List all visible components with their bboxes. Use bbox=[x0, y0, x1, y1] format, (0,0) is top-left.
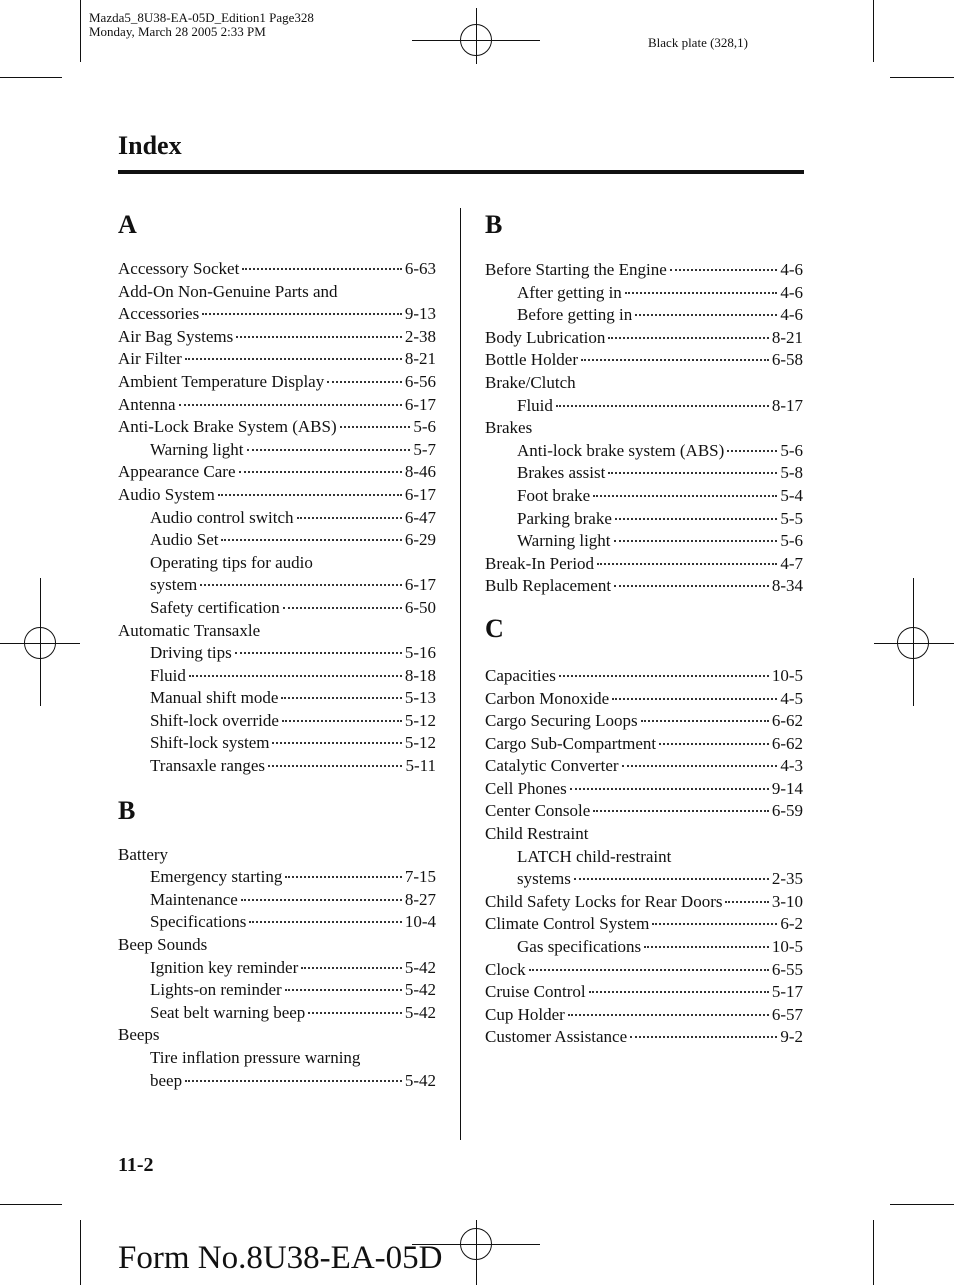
dot-leader bbox=[301, 966, 402, 969]
dot-leader bbox=[249, 920, 402, 923]
entry-page-ref: 5-6 bbox=[780, 531, 803, 551]
dot-leader bbox=[200, 583, 402, 586]
entry-term: Lights-on reminder bbox=[150, 980, 282, 1000]
entry-term: Center Console bbox=[485, 801, 591, 821]
index-entry-list bbox=[118, 258, 436, 778]
entry-term: Brakes assist bbox=[517, 463, 606, 483]
entry-page-ref: 6-17 bbox=[404, 394, 436, 414]
registration-mark-circle bbox=[897, 627, 929, 659]
index-entry bbox=[485, 959, 803, 982]
index-entry bbox=[485, 575, 803, 598]
dot-leader bbox=[574, 877, 769, 880]
dot-leader bbox=[670, 268, 778, 271]
index-entry bbox=[485, 778, 803, 801]
entry-page-ref: 5-8 bbox=[780, 463, 803, 483]
entry-page-ref: 6-50 bbox=[404, 597, 436, 617]
entry-term: Audio System bbox=[118, 484, 215, 504]
dot-leader bbox=[581, 358, 769, 361]
dot-leader bbox=[725, 900, 768, 903]
registration-mark-circle bbox=[460, 1228, 492, 1260]
index-entry bbox=[485, 710, 803, 733]
entry-term: Bottle Holder bbox=[485, 350, 579, 370]
index-entry bbox=[485, 372, 803, 395]
dot-leader bbox=[614, 584, 769, 587]
entry-page-ref: 10-4 bbox=[404, 912, 436, 932]
entry-page-ref: 5-12 bbox=[404, 733, 436, 753]
entry-term: Tire inflation pressure warning bbox=[150, 1048, 361, 1067]
index-subentry bbox=[118, 1070, 436, 1093]
index-entry bbox=[118, 394, 436, 417]
entry-term: Bulb Replacement bbox=[485, 576, 612, 596]
index-entry bbox=[118, 281, 436, 304]
entry-term: Customer Assistance bbox=[485, 1027, 628, 1047]
entry-page-ref: 8-27 bbox=[404, 889, 436, 909]
index-entry bbox=[485, 800, 803, 823]
dot-leader bbox=[282, 719, 402, 722]
entry-term: Cell Phones bbox=[485, 778, 567, 798]
entry-term: Ignition key reminder bbox=[150, 957, 299, 977]
index-subentry bbox=[118, 507, 436, 530]
index-entry bbox=[485, 417, 803, 440]
entry-page-ref: 8-21 bbox=[771, 327, 803, 347]
entry-page-ref: 6-58 bbox=[771, 350, 803, 370]
entry-page-ref: 8-18 bbox=[404, 665, 436, 685]
entry-page-ref: 6-29 bbox=[404, 530, 436, 550]
entry-page-ref: 4-6 bbox=[780, 260, 803, 279]
dot-leader bbox=[559, 674, 769, 677]
index-entry bbox=[485, 1026, 803, 1049]
dot-leader bbox=[608, 471, 777, 474]
entry-page-ref: 5-4 bbox=[780, 485, 803, 505]
dot-leader bbox=[608, 336, 768, 339]
crop-mark bbox=[0, 1204, 62, 1205]
index-subentry bbox=[118, 911, 436, 934]
index-subentry bbox=[485, 508, 803, 531]
dot-leader bbox=[529, 968, 769, 971]
index-entry bbox=[118, 258, 436, 281]
entry-page-ref: 3-10 bbox=[771, 891, 803, 911]
dot-leader bbox=[593, 494, 777, 497]
index-entry bbox=[485, 755, 803, 778]
index-entry bbox=[485, 327, 803, 350]
entry-page-ref: 8-21 bbox=[404, 349, 436, 369]
print-job-line: Mazda5_8U38-EA-05D_Edition1 Page328 bbox=[89, 10, 314, 25]
index-subentry bbox=[118, 439, 436, 462]
entry-term: Brake/Clutch bbox=[485, 372, 576, 392]
entry-page-ref: 4-6 bbox=[780, 305, 803, 325]
dot-leader bbox=[589, 990, 769, 993]
entry-page-ref: 5-13 bbox=[404, 688, 436, 708]
index-entry bbox=[118, 326, 436, 349]
entry-page-ref: 6-57 bbox=[771, 1004, 803, 1024]
entry-page-ref: 8-17 bbox=[771, 395, 803, 415]
entry-term: Air Bag Systems bbox=[118, 326, 234, 346]
entry-page-ref: 6-2 bbox=[780, 914, 803, 934]
index-entry bbox=[485, 891, 803, 914]
entry-page-ref: 6-47 bbox=[404, 507, 436, 527]
index-entry bbox=[118, 484, 436, 507]
crop-mark bbox=[890, 1204, 954, 1205]
entry-term: Foot brake bbox=[517, 485, 591, 505]
registration-mark-circle bbox=[24, 627, 56, 659]
form-number: Form No.8U38-EA-05D bbox=[118, 1240, 443, 1276]
dot-leader bbox=[268, 764, 402, 767]
entry-term: Maintenance bbox=[150, 889, 238, 909]
entry-term: Appearance Care bbox=[118, 462, 236, 482]
index-subentry bbox=[485, 395, 803, 418]
entry-page-ref: 2-38 bbox=[404, 326, 436, 346]
index-subentry bbox=[485, 846, 803, 869]
index-entry bbox=[485, 688, 803, 711]
index-subentry bbox=[118, 957, 436, 980]
entry-term: Warning light bbox=[517, 531, 611, 551]
entry-term: systems bbox=[517, 869, 571, 889]
dot-leader bbox=[659, 742, 769, 745]
entry-term: Safety certification bbox=[150, 597, 280, 617]
index-subentry bbox=[118, 1002, 436, 1025]
index-section bbox=[118, 796, 436, 1093]
dot-leader bbox=[615, 517, 777, 520]
index-subentry bbox=[485, 304, 803, 327]
dot-leader bbox=[622, 764, 778, 767]
plate-label: Black plate (328,1) bbox=[648, 35, 748, 50]
index-left-column bbox=[118, 210, 436, 1092]
dot-leader bbox=[272, 741, 401, 744]
index-entry-list bbox=[485, 259, 803, 598]
dot-leader bbox=[221, 538, 401, 541]
dot-leader bbox=[236, 335, 402, 338]
dot-leader bbox=[593, 809, 769, 812]
dot-leader bbox=[218, 493, 402, 496]
entry-page-ref: 5-6 bbox=[413, 417, 436, 437]
entry-term: Before Starting the Engine bbox=[485, 260, 667, 279]
entry-term: Cruise Control bbox=[485, 982, 586, 1002]
index-subentry bbox=[485, 868, 803, 891]
dot-leader bbox=[641, 719, 769, 722]
entry-term: Before getting in bbox=[517, 305, 633, 325]
dot-leader bbox=[614, 539, 778, 542]
index-right-column bbox=[485, 210, 803, 1049]
entry-page-ref: 6-62 bbox=[771, 733, 803, 753]
dot-leader bbox=[285, 875, 401, 878]
index-section bbox=[118, 210, 436, 778]
entry-page-ref: 5-16 bbox=[404, 643, 436, 663]
dot-leader bbox=[202, 312, 402, 315]
entry-page-ref: 5-12 bbox=[404, 710, 436, 730]
index-section bbox=[485, 614, 803, 1049]
entry-page-ref: 5-42 bbox=[404, 957, 436, 977]
index-entry bbox=[118, 371, 436, 394]
entry-term: Gas specifications bbox=[517, 937, 642, 957]
entry-term: Audio Set bbox=[150, 530, 219, 550]
entry-term: Operating tips for audio bbox=[150, 552, 313, 572]
section-letter: B bbox=[485, 210, 503, 239]
entry-page-ref: 6-17 bbox=[404, 484, 436, 504]
dot-leader bbox=[239, 470, 402, 473]
registration-mark-circle bbox=[460, 24, 492, 56]
index-entry bbox=[485, 913, 803, 936]
index-entry bbox=[485, 665, 803, 688]
dot-leader bbox=[635, 313, 777, 316]
dot-leader bbox=[652, 922, 777, 925]
index-subentry bbox=[118, 710, 436, 733]
entry-term: Air Filter bbox=[118, 349, 182, 369]
index-entry bbox=[485, 981, 803, 1004]
index-entry bbox=[485, 733, 803, 756]
entry-term: Anti-Lock Brake System (ABS) bbox=[118, 417, 337, 437]
index-subentry bbox=[485, 282, 803, 305]
dot-leader bbox=[241, 898, 402, 901]
entry-page-ref: 5-42 bbox=[404, 1070, 436, 1090]
index-subentry bbox=[118, 979, 436, 1002]
index-entry bbox=[118, 348, 436, 371]
entry-term: Manual shift mode bbox=[150, 688, 279, 708]
column-divider bbox=[460, 208, 461, 1140]
entry-term: Cup Holder bbox=[485, 1004, 565, 1024]
entry-page-ref: 10-5 bbox=[771, 937, 803, 957]
index-entry bbox=[485, 349, 803, 372]
entry-term: Transaxle ranges bbox=[150, 756, 266, 776]
index-subentry bbox=[485, 530, 803, 553]
dot-leader bbox=[630, 1035, 777, 1038]
entry-page-ref: 5-42 bbox=[404, 1002, 436, 1022]
dot-leader bbox=[556, 404, 769, 407]
entry-term: Driving tips bbox=[150, 643, 232, 663]
entry-page-ref: 6-56 bbox=[404, 371, 436, 391]
entry-term: Emergency starting bbox=[150, 867, 283, 887]
entry-term: Specifications bbox=[150, 912, 247, 932]
index-subentry bbox=[485, 440, 803, 463]
entry-term: Audio control switch bbox=[150, 507, 294, 527]
index-entry-list bbox=[485, 665, 803, 1049]
entry-page-ref: 5-42 bbox=[404, 980, 436, 1000]
index-section bbox=[485, 210, 803, 598]
entry-term: Seat belt warning beep bbox=[150, 1002, 306, 1022]
index-entry bbox=[118, 620, 436, 643]
index-subentry bbox=[118, 552, 436, 575]
entry-term: Climate Control System bbox=[485, 914, 650, 934]
dot-leader bbox=[247, 448, 411, 451]
entry-page-ref: 6-17 bbox=[404, 575, 436, 595]
entry-term: Fluid bbox=[150, 665, 186, 685]
dot-leader bbox=[327, 380, 402, 383]
section-letter: A bbox=[118, 210, 137, 239]
index-subentry bbox=[118, 574, 436, 597]
entry-term: Beeps bbox=[118, 1025, 160, 1045]
dot-leader bbox=[283, 606, 402, 609]
dot-leader bbox=[597, 562, 777, 565]
dot-leader bbox=[625, 291, 778, 294]
page-number: 11-2 bbox=[118, 1154, 154, 1176]
index-entry bbox=[118, 416, 436, 439]
dot-leader bbox=[644, 945, 769, 948]
entry-page-ref: 4-3 bbox=[780, 756, 803, 776]
entry-page-ref: 5-11 bbox=[405, 756, 436, 776]
dot-leader bbox=[242, 267, 402, 270]
entry-page-ref: 9-13 bbox=[404, 304, 436, 324]
dot-leader bbox=[285, 988, 402, 991]
index-subentry bbox=[118, 687, 436, 710]
index-entry-list bbox=[118, 844, 436, 1093]
index-subentry bbox=[118, 665, 436, 688]
dot-leader bbox=[189, 674, 402, 677]
dot-leader bbox=[281, 696, 401, 699]
crop-mark bbox=[873, 1220, 874, 1285]
entry-page-ref: 6-59 bbox=[771, 801, 803, 821]
dot-leader bbox=[185, 357, 402, 360]
entry-term: Shift-lock system bbox=[150, 733, 270, 753]
index-entry bbox=[485, 259, 803, 282]
crop-mark bbox=[890, 77, 954, 78]
entry-term: Battery bbox=[118, 844, 169, 864]
entry-term: Cargo Sub-Compartment bbox=[485, 733, 657, 753]
entry-term: Shift-lock override bbox=[150, 710, 279, 730]
entry-term: Fluid bbox=[517, 395, 553, 415]
section-letter: B bbox=[118, 795, 136, 825]
entry-page-ref: 4-7 bbox=[780, 553, 803, 573]
section-letter: C bbox=[485, 613, 504, 643]
print-date-line: Monday, March 28 2005 2:33 PM bbox=[89, 24, 266, 39]
entry-term: Parking brake bbox=[517, 508, 612, 528]
dot-leader bbox=[612, 697, 777, 700]
entry-page-ref: 5-7 bbox=[413, 439, 436, 459]
entry-page-ref: 6-62 bbox=[771, 711, 803, 731]
entry-term: Ambient Temperature Display bbox=[118, 371, 325, 391]
index-entry bbox=[118, 934, 436, 957]
index-entry bbox=[485, 823, 803, 846]
entry-term: Body Lubrication bbox=[485, 327, 606, 347]
entry-page-ref: 8-34 bbox=[771, 576, 803, 596]
entry-page-ref: 8-46 bbox=[404, 462, 436, 482]
crop-mark bbox=[80, 0, 81, 62]
entry-term: Cargo Securing Loops bbox=[485, 711, 638, 731]
entry-page-ref: 2-35 bbox=[771, 869, 803, 889]
entry-term: Anti-lock brake system (ABS) bbox=[517, 440, 725, 460]
dot-leader bbox=[727, 449, 777, 452]
entry-page-ref: 7-15 bbox=[404, 867, 436, 887]
entry-page-ref: 4-5 bbox=[780, 688, 803, 708]
crop-mark bbox=[0, 77, 62, 78]
index-entry bbox=[118, 461, 436, 484]
entry-page-ref: 4-6 bbox=[780, 282, 803, 302]
entry-term: Accessories bbox=[118, 304, 200, 324]
entry-page-ref: 5-17 bbox=[771, 982, 803, 1002]
entry-term: LATCH child-restraint bbox=[517, 846, 672, 866]
entry-term: Accessory Socket bbox=[118, 259, 240, 278]
entry-page-ref: 6-55 bbox=[771, 959, 803, 979]
index-entry bbox=[485, 1004, 803, 1027]
page-title: Index bbox=[118, 131, 182, 160]
index-subentry bbox=[118, 755, 436, 778]
entry-term: beep bbox=[150, 1070, 183, 1090]
crop-mark bbox=[80, 1220, 81, 1285]
entry-term: Break-In Period bbox=[485, 553, 595, 573]
index-entry bbox=[485, 553, 803, 576]
entry-term: Child Restraint bbox=[485, 824, 589, 844]
dot-leader bbox=[297, 516, 402, 519]
entry-term: Beep Sounds bbox=[118, 935, 208, 955]
dot-leader bbox=[568, 1013, 769, 1016]
entry-term: Automatic Transaxle bbox=[118, 620, 261, 640]
dot-leader bbox=[179, 403, 402, 406]
entry-term: After getting in bbox=[517, 282, 622, 302]
index-subentry bbox=[118, 597, 436, 620]
index-subentry bbox=[485, 936, 803, 959]
index-subentry bbox=[118, 889, 436, 912]
index-subentry bbox=[485, 485, 803, 508]
entry-term: Add-On Non-Genuine Parts and bbox=[118, 281, 338, 301]
index-subentry bbox=[118, 529, 436, 552]
crop-mark bbox=[873, 0, 874, 62]
entry-term: Warning light bbox=[150, 439, 244, 459]
dot-leader bbox=[308, 1011, 402, 1014]
dot-leader bbox=[185, 1079, 402, 1082]
index-subentry bbox=[118, 866, 436, 889]
index-entry bbox=[118, 844, 436, 867]
index-subentry bbox=[118, 1047, 436, 1070]
entry-term: Brakes bbox=[485, 418, 533, 438]
entry-term: Child Safety Locks for Rear Doors bbox=[485, 891, 723, 911]
index-subentry bbox=[118, 732, 436, 755]
dot-leader bbox=[570, 787, 769, 790]
entry-term: Catalytic Converter bbox=[485, 756, 619, 776]
entry-term: Clock bbox=[485, 959, 526, 979]
entry-page-ref: 9-14 bbox=[771, 778, 803, 798]
index-subentry bbox=[118, 642, 436, 665]
dot-leader bbox=[235, 651, 402, 654]
index-entry bbox=[118, 303, 436, 326]
title-rule bbox=[118, 170, 804, 174]
entry-page-ref: 6-63 bbox=[404, 259, 436, 278]
entry-term: Carbon Monoxide bbox=[485, 688, 610, 708]
entry-term: system bbox=[150, 575, 198, 595]
entry-page-ref: 10-5 bbox=[771, 665, 803, 685]
entry-page-ref: 5-5 bbox=[780, 508, 803, 528]
dot-leader bbox=[340, 425, 411, 428]
entry-page-ref: 9-2 bbox=[780, 1027, 803, 1047]
entry-term: Capacities bbox=[485, 665, 556, 685]
index-subentry bbox=[485, 462, 803, 485]
index-entry bbox=[118, 1024, 436, 1047]
entry-page-ref: 5-6 bbox=[780, 440, 803, 460]
entry-term: Antenna bbox=[118, 394, 176, 414]
